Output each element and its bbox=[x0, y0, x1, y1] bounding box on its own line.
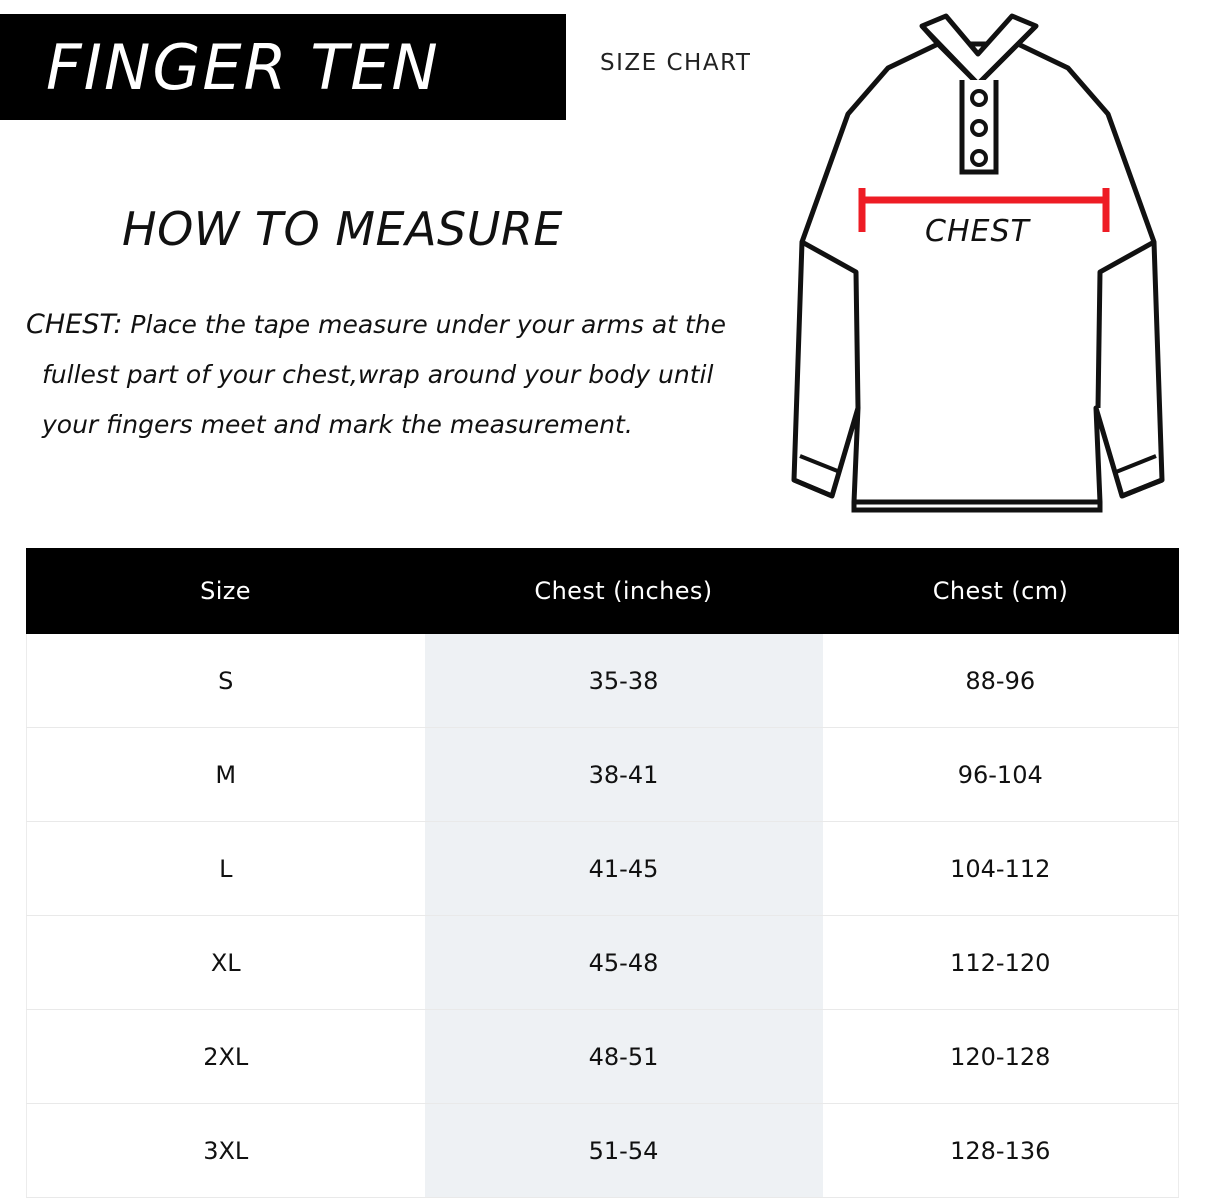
cell-chest-inches: 48-51 bbox=[425, 1010, 823, 1104]
page-title: HOW TO MEASURE bbox=[122, 202, 563, 256]
cell-size: 2XL bbox=[27, 1010, 425, 1104]
chest-measure-label: CHEST bbox=[925, 214, 1030, 249]
cell-chest-inches: 45-48 bbox=[425, 916, 823, 1010]
cell-chest-inches: 41-45 bbox=[425, 822, 823, 916]
cell-chest-cm: 104-112 bbox=[823, 822, 1179, 916]
polo-shirt-illustration bbox=[770, 10, 1190, 520]
instruction-line-1: Place the tape measure under your arms at the bbox=[130, 310, 727, 339]
brand-name: FINGER TEN bbox=[46, 30, 440, 104]
cell-chest-cm: 88-96 bbox=[823, 634, 1179, 728]
cell-size: XL bbox=[27, 916, 425, 1010]
brand-banner bbox=[0, 14, 566, 120]
instruction-lead: CHEST: bbox=[26, 309, 123, 340]
cell-chest-cm: 120-128 bbox=[823, 1010, 1179, 1104]
cell-chest-inches: 38-41 bbox=[425, 728, 823, 822]
shirt-icon bbox=[770, 10, 1190, 520]
instruction-line-3: your fingers meet and mark the measurement. bbox=[42, 410, 633, 439]
table-row bbox=[27, 822, 1179, 916]
cell-size: S bbox=[27, 634, 425, 728]
table-header-row bbox=[27, 549, 1179, 634]
cell-chest-cm: 112-120 bbox=[823, 916, 1179, 1010]
size-chart-table bbox=[26, 548, 1179, 1198]
table-row bbox=[27, 1010, 1179, 1104]
cell-size: M bbox=[27, 728, 425, 822]
instruction-line-2: fullest part of your chest,wrap around your body until bbox=[42, 360, 714, 389]
cell-chest-cm: 96-104 bbox=[823, 728, 1179, 822]
measure-instructions bbox=[26, 300, 806, 450]
table-row bbox=[27, 634, 1179, 728]
cell-chest-inches: 35-38 bbox=[425, 634, 823, 728]
table-row bbox=[27, 1104, 1179, 1198]
column-header-chest-inches: Chest (inches) bbox=[425, 549, 823, 634]
cell-chest-inches: 51-54 bbox=[425, 1104, 823, 1198]
cell-size: 3XL bbox=[27, 1104, 425, 1198]
table-row bbox=[27, 728, 1179, 822]
cell-chest-cm: 128-136 bbox=[823, 1104, 1179, 1198]
column-header-size: Size bbox=[27, 549, 425, 634]
cell-size: L bbox=[27, 822, 425, 916]
column-header-chest-cm: Chest (cm) bbox=[823, 549, 1179, 634]
table-row bbox=[27, 916, 1179, 1010]
size-chart-label: SIZE CHART bbox=[600, 50, 752, 76]
